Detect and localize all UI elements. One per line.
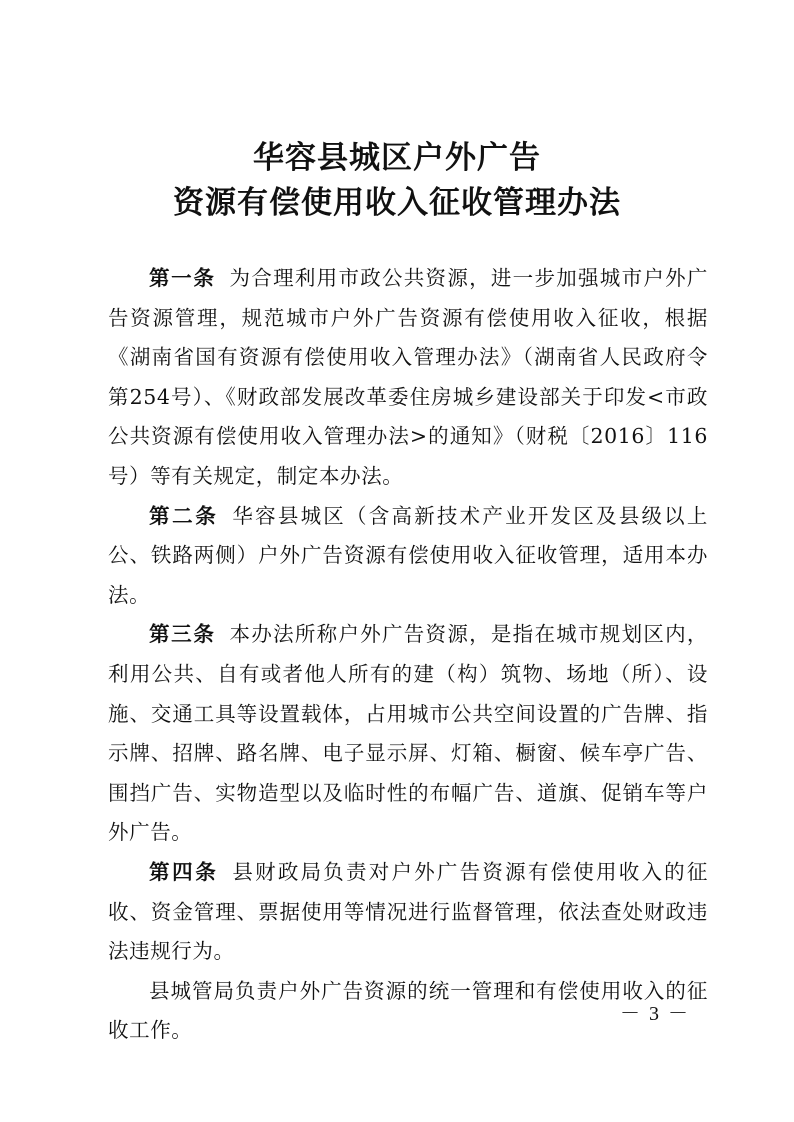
article-1	[108, 259, 708, 497]
article-2	[108, 497, 708, 616]
article-1-label: 第一条	[149, 266, 216, 290]
article-3	[108, 615, 708, 853]
article-3-text: 本办法所称户外广告资源，是指在城市规划区内，利用公共、自有或者他人所有的建（构）筑物、场地（所）、设施、交通工具等设置载体，占用城市公共空间设置的广告牌、指示牌、招牌、路名牌、电子显示屏、灯箱、橱窗、候车亭广告、围挡广告、实物造型以及临时性的布幅广告、道旗、促销车等户外广告。	[108, 622, 709, 845]
document-body	[108, 259, 708, 1051]
document-title-line-1: 华容县城区户外广告	[253, 140, 541, 176]
article-4-text: 县财政局负责对户外广告资源有偿使用收入的征收、资金管理、票据使用等情况进行监督管理，依法查处财政违法违规行为。	[108, 859, 709, 964]
article-2-text: 华容县城区（含高新技术产业开发区及县级以上公、铁路两侧）户外广告资源有偿使用收入征收管理，适用本办法。	[108, 503, 709, 607]
article-3-label: 第三条	[149, 622, 216, 647]
document-title-line-2: 资源有偿使用收入征收管理办法	[173, 185, 621, 221]
article-1-text: 为合理利用市政公共资源，进一步加强城市户外广告资源管理，规范城市户外广告资源有偿使用收入征收，根据《湖南省国有资源有偿使用收入管理办法》（湖南省人民政府令第254号）、《财政部发展改革委住房城乡建设部关于印发<市政公共资源有偿使用收入管理办法>的通知》（财税〔2016〕116号）等有关规定，制定本办法。	[108, 266, 709, 488]
article-4	[108, 853, 708, 972]
article-2-label: 第二条	[149, 503, 219, 528]
article-4-continuation: 县城管局负责户外广告资源的统一管理和有偿使用收入的征收工作。	[108, 978, 708, 1043]
page-number: － 3 －	[620, 1003, 690, 1025]
article-4-label: 第四条	[149, 859, 219, 884]
